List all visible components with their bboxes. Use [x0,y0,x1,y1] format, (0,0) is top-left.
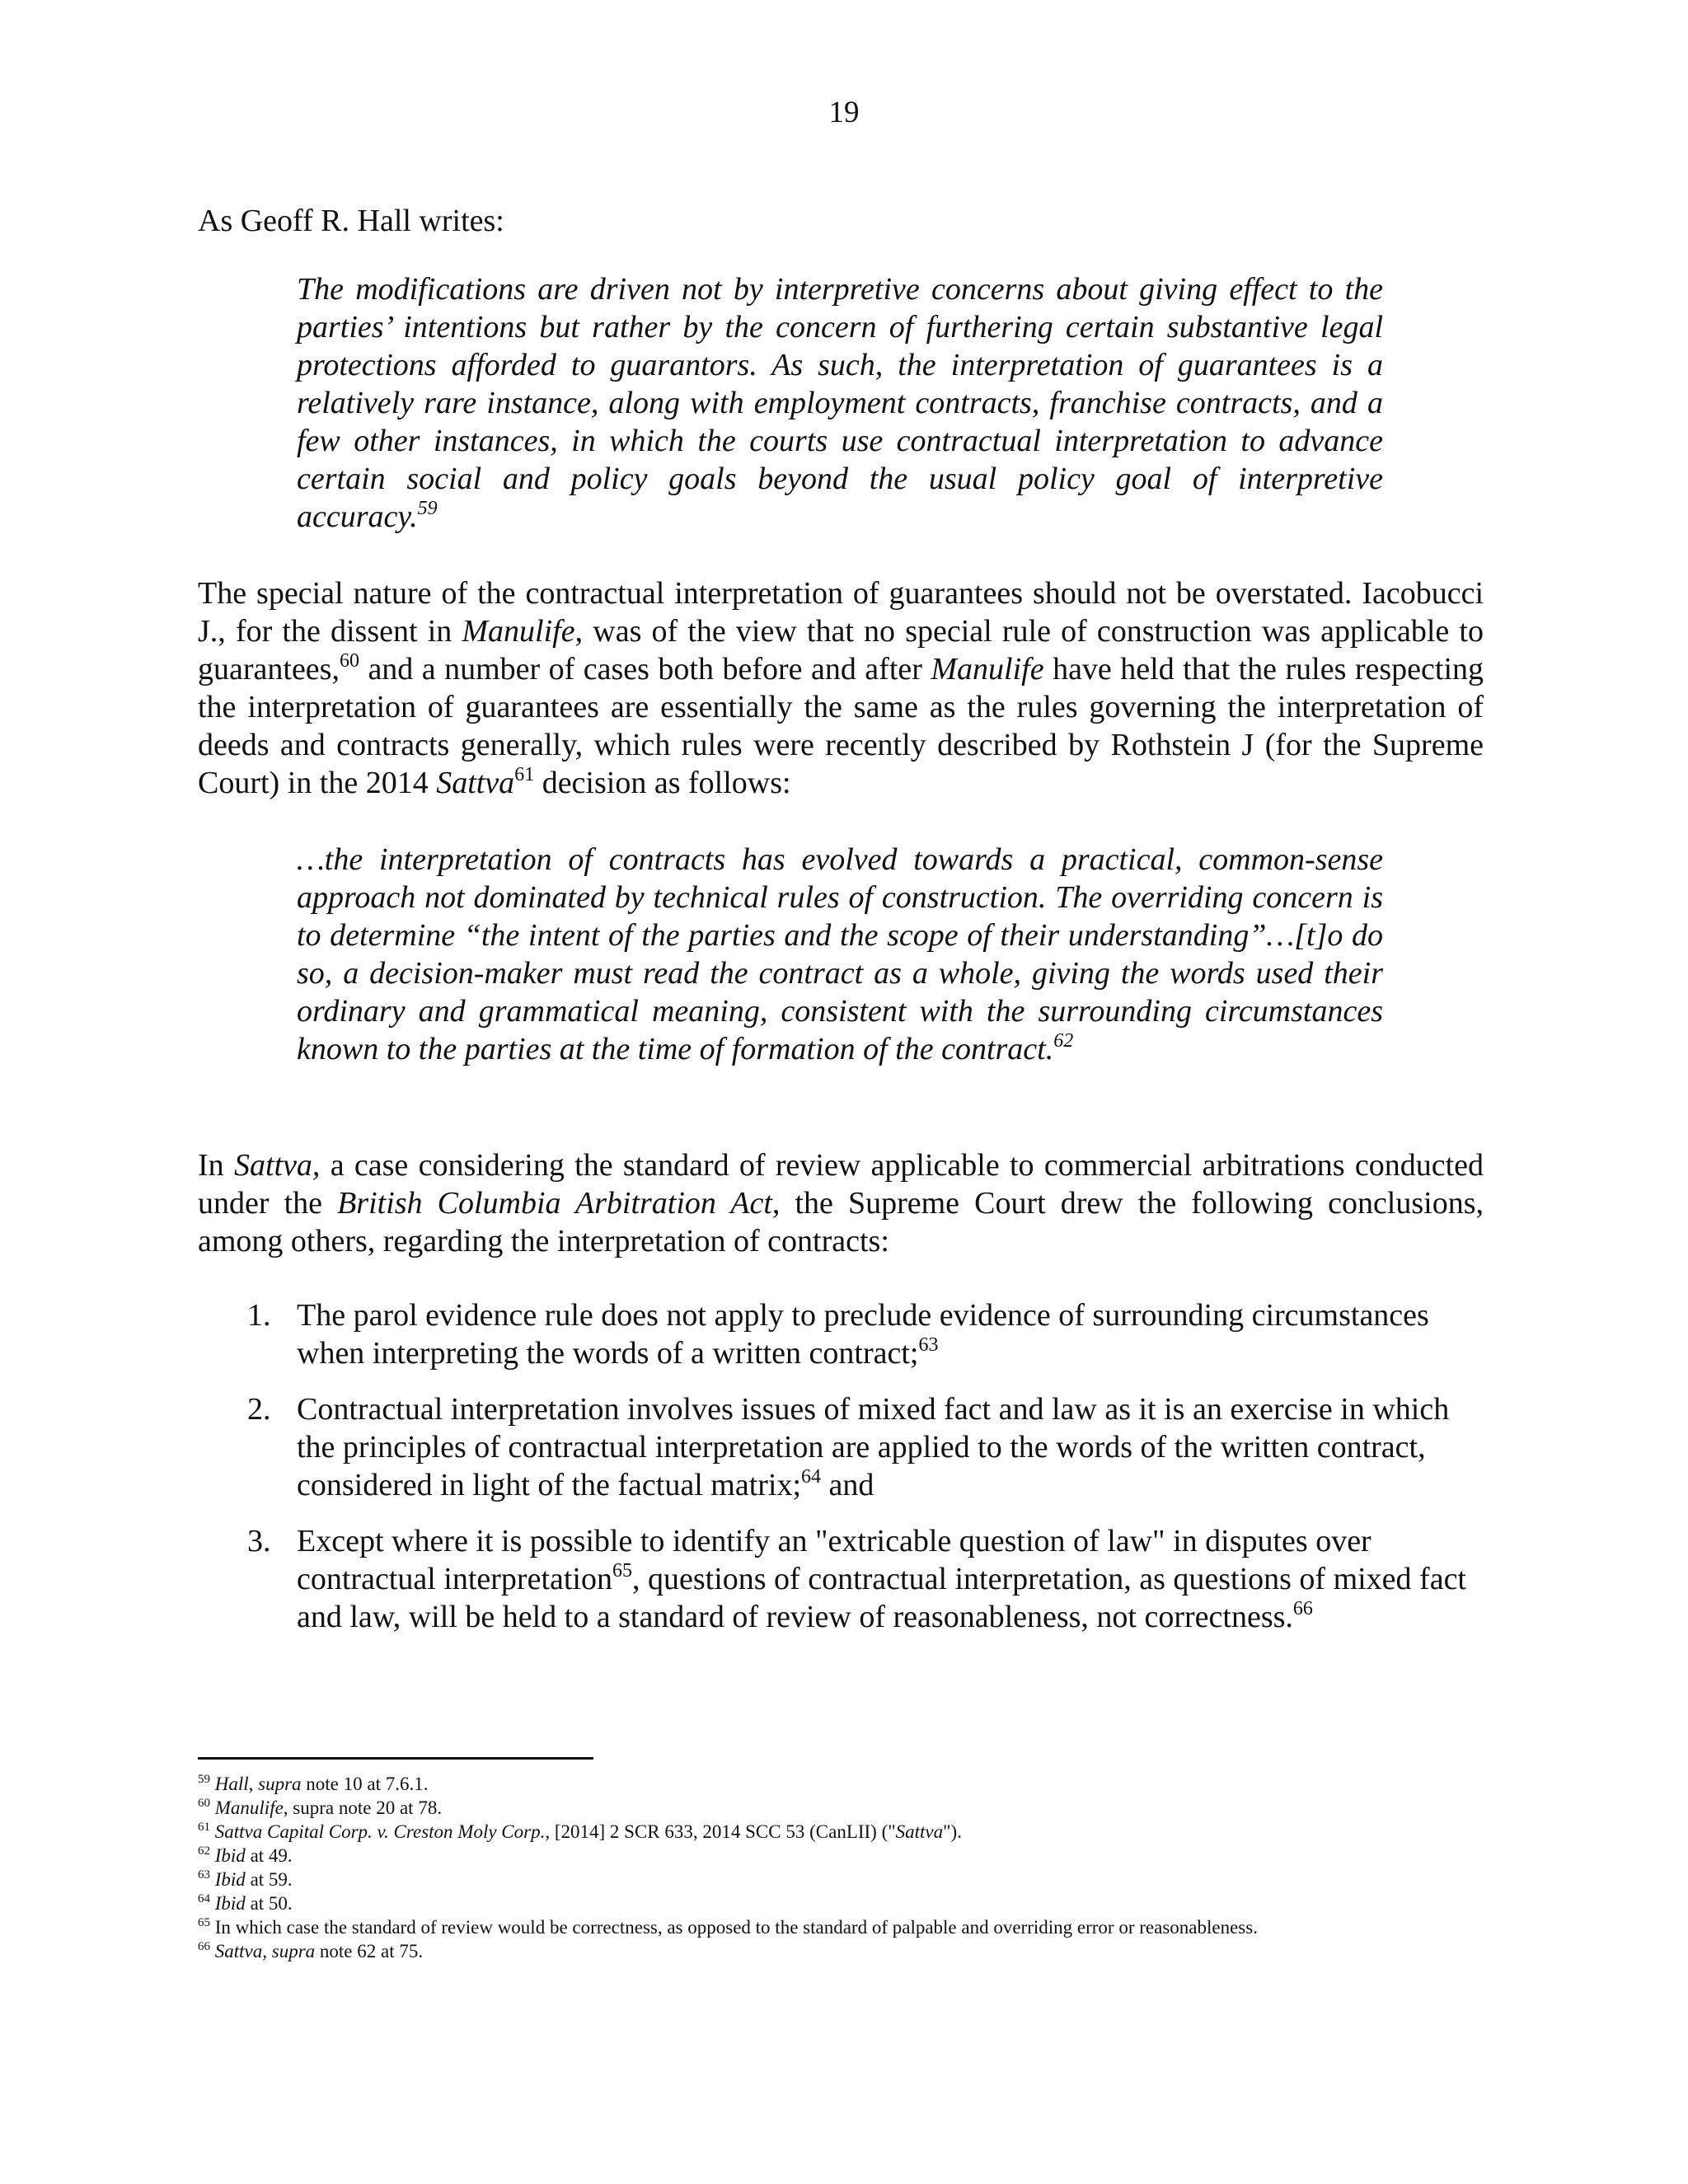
footnote-ref[interactable]: 64 [801,1466,822,1488]
footnote-divider [198,1757,593,1760]
footnote [198,1868,1517,1891]
footnote-ref[interactable]: 66 [1292,1598,1313,1619]
footnote [198,1772,1517,1796]
footnote-number: 65 [198,1916,210,1929]
footnote-ref[interactable]: 59 [417,498,438,519]
footnotes [198,1772,1517,1963]
para-text: decision as follows: [534,766,791,800]
list-item [198,1296,1484,1372]
footnote [198,1891,1517,1915]
para-text: a case considering the standard of review applicable to commercial arbitrations conducted under the [198,1148,1484,1221]
page-number: 19 [828,96,860,129]
block-quote-hall [297,270,1383,536]
list-item [198,1522,1484,1636]
case-name: Sattva, [233,1148,321,1183]
list-number: 1. [247,1298,271,1333]
footnote [198,1820,1517,1844]
footnote-number: 64 [198,1892,210,1905]
footnote-italic: supra [258,1774,302,1794]
footnote-text: In which case the standard of review would be correctness, as opposed to the standard of palpable and overriding error or reasonableness. [214,1917,1258,1938]
footnote-italic: Hall [214,1774,249,1794]
footnote [198,1939,1517,1963]
footnote-italic: Sattva [895,1821,944,1842]
footnote-ref[interactable]: 60 [339,650,359,672]
list-text-tail: , questions of contractual interpretation, as questions of mixed fact and law, will be held to a standard of review of reasonableness, not correctness. [297,1562,1466,1634]
footnote [198,1796,1517,1820]
list-number: 2. [247,1392,271,1427]
footnote-text: at 49. [245,1845,293,1866]
block-quote-sattva [297,841,1383,1068]
statute-name: British Columbia Arbitration Act [337,1186,772,1221]
footnote-text: note 62 at 75. [315,1941,424,1961]
list-text: Contractual interpretation involves issues of mixed fact and law as it is an exercise in which the principles of contractual interpretation are applied to the words of the written contract, considered in light of the factual matrix; [297,1392,1450,1502]
list-text: Except where it is possible to identify an "extricable question of law" in disputes over contractual interpretation [297,1524,1372,1596]
list-text-tail: and [821,1468,874,1502]
para-text: have held that the rules respecting the interpretation of guarantees are essentially the same as the rules governing the interpretation of deeds and contracts generally, which rules were recently described by Rothstein J (for the Supreme Court) in the 2014 [198,652,1484,800]
footnote-text: at 50. [245,1893,293,1914]
para-text: , the Supreme Court drew the following conclusions, among others, regarding the interpretation of contracts: [198,1186,1484,1258]
footnote-text: , supra note 20 at 78. [283,1797,443,1818]
footnote-text: note 10 at 7.6.1. [301,1774,429,1794]
case-name: Manulife [931,652,1044,687]
paragraph-special-nature [198,574,1484,802]
footnote-ref[interactable]: 65 [612,1560,632,1582]
para-text: and a number of cases both before and after [359,652,931,687]
case-name: Sattva [436,766,515,800]
footnote-ref[interactable]: 61 [514,764,535,785]
footnote-text: "). [943,1821,962,1842]
footnote-number: 59 [198,1773,210,1786]
footnote [198,1915,1517,1939]
footnote-italic: Ibid [214,1845,246,1866]
footnote-ref[interactable]: 62 [1053,1030,1074,1052]
footnote-ref[interactable]: 63 [918,1334,939,1356]
footnote-number: 60 [198,1797,210,1810]
footnote-text: , [248,1774,259,1794]
paragraph-sattva [198,1146,1484,1260]
footnote-italic: Sattva Capital Corp. v. Creston Moly Corp., [214,1821,551,1842]
quote-text: The modifications are driven not by interpretive concerns about giving effect to the parties’ intentions but rather by the concern of furthering certain substantive legal protections afforded to guarantors. As such, the interpretation of guarantees is a relatively rare instance, along with employment contracts, franchise contracts, and a few other instances, in which the courts use contractual interpretation to advance certain social and policy goals beyond the usual policy goal of interpretive accuracy. [297,272,1383,534]
footnote-italic: Manulife [214,1797,284,1818]
intro-line: As Geoff R. Hall writes: [198,204,504,238]
footnote-number: 66 [198,1940,210,1953]
footnote-italic: Ibid [214,1869,246,1890]
footnote-italic: Sattva, supra [214,1941,316,1961]
case-name: Manulife [462,614,575,649]
footnote [198,1844,1517,1868]
quote-text: …the interpretation of contracts has evolved towards a practical, common-sense approach not dominated by technical rules of construction. The overriding concern is to determine “the intent of the parties and the scope of their understanding”…[t]o do so, a decision-maker must read the contract as a whole, giving the words used their ordinary and grammatical meaning, consistent with the surrounding circumstances known to the parties at the time of formation of the contract. [297,842,1383,1066]
list-text: The parol evidence rule does not apply to preclude evidence of surrounding circumstances when interpreting the words of a written contract; [297,1298,1429,1371]
footnote-number: 63 [198,1868,210,1882]
para-text: , was of the view that no special rule of construction was applicable to guarantees, [198,614,1484,687]
list-number: 3. [247,1524,271,1558]
conclusions-list [198,1296,1484,1654]
footnote-number: 61 [198,1821,210,1834]
footnote-italic: Ibid [214,1893,246,1914]
list-item [198,1390,1484,1504]
para-text: In [198,1148,234,1183]
footnote-text: [2014] 2 SCR 633, 2014 SCC 53 (CanLII) (" [550,1821,896,1842]
footnote-text: at 59. [245,1869,293,1890]
footnote-number: 62 [198,1844,210,1858]
para-text: The special nature of the contractual interpretation of guarantees should not be overstated. Iacobucci J., for the dissent in [198,576,1484,649]
